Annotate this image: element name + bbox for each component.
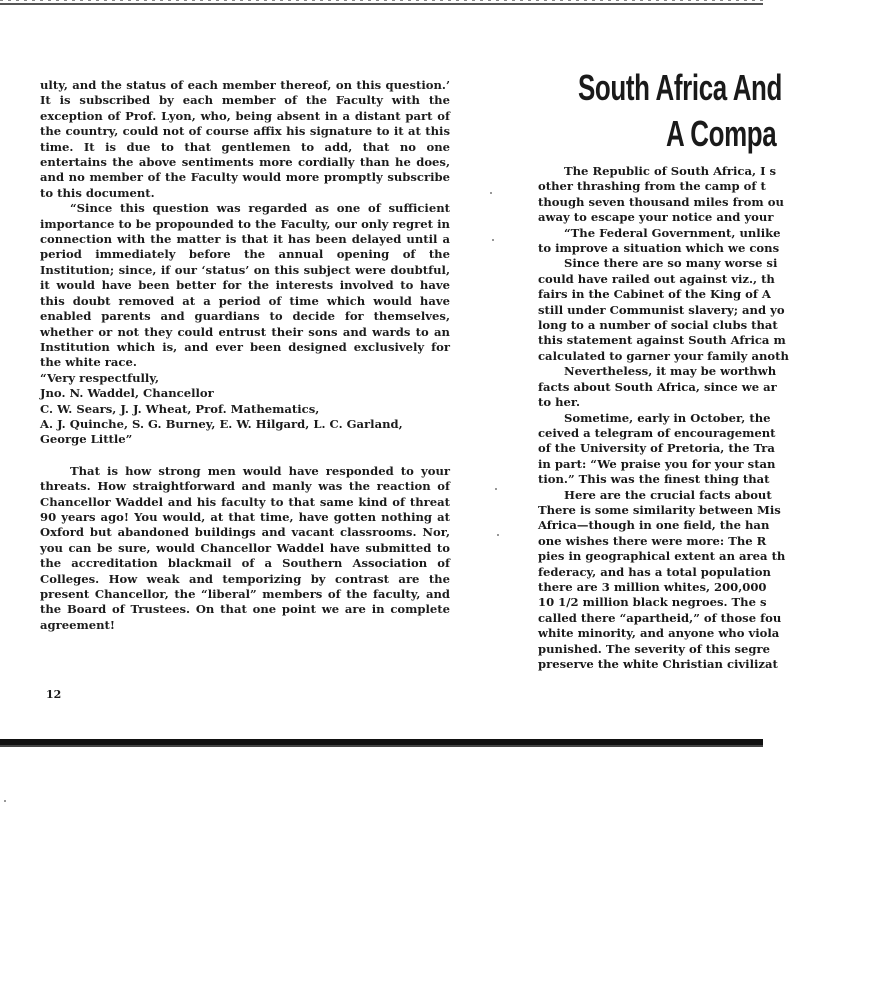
- signature-line: “Very respectfully,: [40, 370, 159, 385]
- scan-top-dotted-edge: [0, 0, 763, 1]
- text-line: 10 1/2 million black negroes. The s: [538, 595, 767, 610]
- left-page-column: [40, 78, 450, 633]
- text-line: facts about South Africa, since we ar: [538, 379, 777, 394]
- text-line: in part: “We praise you for your stan: [538, 456, 776, 471]
- signature-line: C. W. Sears, J. J. Wheat, Prof. Mathematics,: [40, 401, 320, 416]
- text-line: Africa—though in one field, the han: [538, 518, 770, 533]
- text-line: Since there are so many worse si: [564, 256, 778, 271]
- text-line: ceived a telegram of encouragement: [538, 425, 776, 440]
- text-line: preserve the white Christian civilizat: [538, 657, 778, 671]
- scan-speck: [497, 534, 499, 536]
- signature-line: Jno. N. Waddel, Chancellor: [40, 386, 214, 401]
- signature-block: [40, 371, 450, 448]
- text-line: this statement against South Africa m: [538, 333, 786, 348]
- text-line: of the University of Pretoria, the Tra: [538, 441, 775, 456]
- text-line: away to escape your notice and your: [538, 210, 774, 225]
- scan-speck: [490, 192, 492, 194]
- text-line: pies in geographical extent an area th: [538, 549, 786, 564]
- text-line: Sometime, early in October, the: [564, 410, 771, 425]
- text-line: federacy, and has a total population: [538, 564, 771, 579]
- text-line: tion.” This was the finest thing that: [538, 472, 770, 487]
- text-line: Nevertheless, it may be worthwh: [564, 364, 777, 379]
- paragraph-faculty-statement: ulty, and the status of each member thereof, on this question.’ It is subscribed by each member of the Faculty with the exception of Prof. Lyon, who, being absent in a distant part of the country, could not of course affix his signature to it at this time. It is due to that gentlemen to add, that no one entertains the above sentiments more cordially than he does, and no member of the Faculty would more promptly subscribe to this document.: [40, 78, 450, 200]
- text-line: The Republic of South Africa, I s: [564, 164, 777, 178]
- page-number: 12: [46, 688, 62, 701]
- text-line: there are 3 million whites, 200,000: [538, 579, 767, 594]
- scan-speck: [495, 488, 497, 490]
- article-body: [538, 164, 878, 672]
- text-line: other thrashing from the camp of t: [538, 179, 766, 194]
- scan-speck: [4, 800, 6, 802]
- paragraph-closing: That is how strong men would have responded to your threats. How straightforward and manly was the reaction of Chancellor Waddel and his faculty to that same kind of threat 90 years ago! You would, at that time, have gotten nothing at Oxford but abandoned buildings and vacant classrooms. Nor, you can be sure, would Chancellor Waddel have submitted to the accreditation blackmail of a Southern Association of Colleges. How weak and temporizing by contrast are the present Chancellor, the “liberal” members of the faculty, and the Board of Trustees. On that one point we are in complete agreement!: [40, 463, 450, 632]
- signature-line: George Little”: [40, 432, 133, 447]
- text-line: could have railed out against viz., th: [538, 271, 775, 286]
- scan-bottom-edge-shadow: [0, 745, 763, 747]
- text-line: “The Federal Government, unlike: [564, 225, 781, 240]
- text-line: still under Communist slavery; and yo: [538, 302, 785, 317]
- text-line: one wishes there were more: The R: [538, 533, 767, 548]
- text-line: white minority, and anyone who viola: [538, 626, 780, 641]
- text-line: fairs in the Cabinet of the King of A: [538, 287, 771, 302]
- text-line: Here are the crucial facts about: [564, 487, 772, 502]
- article-title-line-2: A Compa: [666, 113, 777, 154]
- paragraph-status-question: “Since this question was regarded as one of sufficient importance to be propounded to the Faculty, our only regret in connection with the matter is that it has been delayed until a period immediately before the annual opening of the Institution; since, if our ‘status’ on this subject were doubtful, it would have been better for the interests involved to have this doubt removed at a period of time which would have enabled parents and guardians to decide for themselves, whether or not they could entrust their sons and wards to an Institution which is, and ever been designed exclusively for the white race.: [40, 201, 450, 370]
- text-line: There is some similarity between Mis: [538, 502, 781, 517]
- scan-top-edge: [0, 3, 763, 5]
- scan-speck: [492, 239, 494, 241]
- text-line: calculated to garner your family anoth: [538, 348, 789, 363]
- text-line: long to a number of social clubs that: [538, 318, 778, 333]
- text-line: called there “apartheid,” of those fou: [538, 610, 782, 625]
- article-title-line-1: South Africa And: [578, 67, 782, 108]
- signature-line: A. J. Quinche, S. G. Burney, E. W. Hilgard, L. C. Garland,: [40, 416, 403, 431]
- text-line: to improve a situation which we cons: [538, 241, 780, 256]
- text-line: punished. The severity of this segre: [538, 641, 771, 656]
- right-page-column: [538, 67, 789, 671]
- text-line: though seven thousand miles from ou: [538, 194, 784, 209]
- text-line: to her.: [538, 395, 581, 410]
